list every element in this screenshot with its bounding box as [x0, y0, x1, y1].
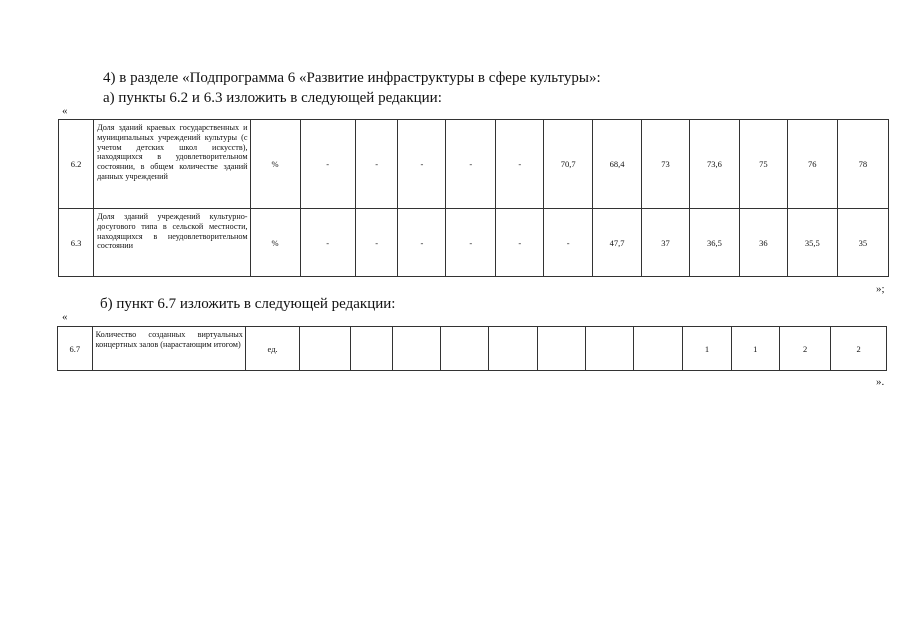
close-quote-period: ».: [876, 376, 885, 388]
table-item-6-7: [57, 326, 887, 371]
value-cell: [585, 327, 633, 371]
value-cell: -: [398, 120, 446, 209]
value-cell: -: [496, 120, 544, 209]
value-cell: 78: [837, 120, 888, 209]
value-cell: [300, 327, 350, 371]
value-cell: 47,7: [593, 209, 642, 277]
value-cell: [392, 327, 440, 371]
intro-line-2: а) пункты 6.2 и 6.3 изложить в следующей редакции:: [103, 90, 442, 106]
value-cell: 37: [642, 209, 690, 277]
row-number: 6.2: [59, 120, 94, 209]
value-cell: [489, 327, 537, 371]
value-cell: 2: [831, 327, 887, 371]
value-cell: 70,7: [544, 120, 593, 209]
value-cell: [634, 327, 683, 371]
value-cell: -: [355, 209, 398, 277]
value-cell: [350, 327, 392, 371]
value-cell: -: [446, 120, 496, 209]
value-cell: 75: [739, 120, 787, 209]
row-unit: %: [250, 120, 300, 209]
intro-line-1: 4) в разделе «Подпрограмма 6 «Развитие инфраструктуры в сфере культуры»:: [103, 70, 601, 86]
row-description: Доля зданий учреждений культурно-досугового типа в сельской местности, находящихся в неудовлетворительном состоянии: [94, 209, 250, 277]
value-cell: 36,5: [689, 209, 739, 277]
row-description: Количество созданных виртуальных концертных залов (нарастающим итогом): [92, 327, 245, 371]
value-cell: -: [300, 209, 355, 277]
value-cell: 35: [837, 209, 888, 277]
table-row: [58, 327, 887, 371]
value-cell: -: [355, 120, 398, 209]
value-cell: 73,6: [689, 120, 739, 209]
value-cell: 2: [779, 327, 830, 371]
row-number: 6.7: [58, 327, 93, 371]
value-cell: [440, 327, 488, 371]
value-cell: 1: [731, 327, 779, 371]
value-cell: -: [496, 209, 544, 277]
table-items-6-2-6-3: [58, 119, 889, 277]
row-unit: ед.: [245, 327, 300, 371]
value-cell: [537, 327, 585, 371]
value-cell: 35,5: [787, 209, 837, 277]
row-unit: %: [250, 209, 300, 277]
value-cell: -: [398, 209, 446, 277]
value-cell: 1: [683, 327, 731, 371]
intro-line-3: б) пункт 6.7 изложить в следующей редакции:: [100, 296, 396, 312]
value-cell: 76: [787, 120, 837, 209]
value-cell: 73: [642, 120, 690, 209]
table-row: [59, 209, 889, 277]
close-quote-semicolon: »;: [876, 283, 885, 295]
value-cell: 36: [739, 209, 787, 277]
open-quote-1: «: [62, 105, 68, 117]
row-number: 6.3: [59, 209, 94, 277]
value-cell: -: [300, 120, 355, 209]
value-cell: -: [446, 209, 496, 277]
open-quote-2: «: [62, 311, 68, 323]
value-cell: 68,4: [593, 120, 642, 209]
table-row: [59, 120, 889, 209]
row-description: Доля зданий краевых государственных и муниципальных учреждений культуры (с учетом детских школ искусств), находящихся в удовлетворительном состоянии, в общем количестве зданий данных учреждений: [94, 120, 250, 209]
value-cell: -: [544, 209, 593, 277]
